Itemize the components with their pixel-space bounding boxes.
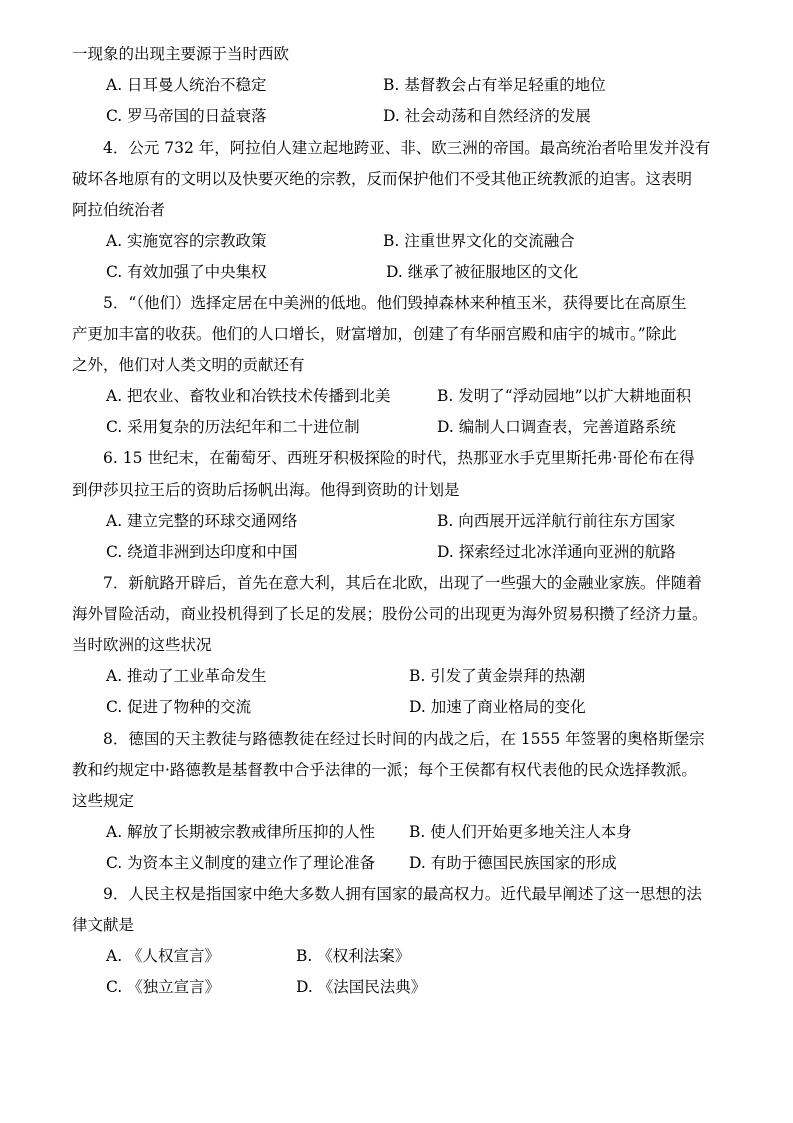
q6-option-a: A. 建立完整的环球交通网络 <box>106 512 298 530</box>
q7-stem-line-1: 7．新航路开辟后，首先在意大利，其后在北欧，出现了一些强大的金融业家族。伴随着 <box>103 574 702 592</box>
q9-stem-line-1: 9．人民主权是指国家中绝大多数人拥有国家的最高权力。近代最早阐述了这一思想的法 <box>103 885 702 903</box>
q5-stem-line-3: 之外，他们对人类文明的贡献还有 <box>72 356 305 374</box>
q8-option-c: C. 为资本主义制度的建立作了理论准备 <box>106 854 376 872</box>
q9-option-d: D. 《法国民法典》 <box>296 978 427 996</box>
q9-option-b: B. 《权利法案》 <box>296 947 411 965</box>
q6-stem-line-1: 6. 15 世纪末，在葡萄牙、西班牙积极探险的时代，热那亚水手克里斯托弗·哥伦布在得 <box>103 449 695 467</box>
q4-option-c: C. 有效加强了中央集权 <box>106 263 267 281</box>
q9-option-c: C. 《独立宣言》 <box>106 978 221 996</box>
q8-option-d: D. 有助于德国民族国家的形成 <box>409 854 617 872</box>
q7-option-a: A. 推动了工业革命发生 <box>106 667 267 685</box>
q5-option-a: A. 把农业、畜牧业和冶铁技术传播到北美 <box>106 387 391 405</box>
q9-option-a: A. 《人权宣言》 <box>106 947 221 965</box>
q3-option-d: D. 社会动荡和自然经济的发展 <box>383 107 591 125</box>
q8-option-a: A. 解放了长期被宗教戒律所压抑的人性 <box>106 823 376 841</box>
q5-option-c: C. 采用复杂的历法纪年和二十进位制 <box>106 418 360 436</box>
q8-stem-line-2: 教和约规定中·路德教是基督教中合乎法律的一派；每个王侯都有权代表他的民众选择教派。 <box>72 761 697 779</box>
q3-option-b: B. 基督教会占有举足轻重的地位 <box>383 76 606 94</box>
q7-option-d: D. 加速了商业格局的变化 <box>409 698 586 716</box>
q7-option-b: B. 引发了黄金崇拜的热潮 <box>409 667 586 685</box>
q5-stem-line-1: 5．“（他们）选择定居在中美洲的低地。他们毁掉森林来种植玉米，获得要比在高原生 <box>103 294 687 312</box>
q3-option-a: A. 日耳曼人统治不稳定 <box>106 76 267 94</box>
q4-stem-line-2: 破坏各地原有的文明以及快要灭绝的宗教，反而保护他们不受其他正统教派的迫害。这表明 <box>72 170 693 188</box>
q4-stem-line-1: 4．公元 732 年，阿拉伯人建立起地跨亚、非、欧三洲的帝国。最高统治者哈里发并没有 <box>103 139 711 157</box>
q5-stem-line-2: 产更加丰富的收获。他们的人口增长，财富增加，创建了有华丽宫殿和庙宇的城市。”除此 <box>72 325 677 343</box>
q4-option-a: A. 实施宽容的宗教政策 <box>106 232 267 250</box>
q5-option-d: D. 编制人口调查表，完善道路系统 <box>437 418 676 436</box>
q5-option-b: B. 发明了“浮动园地”以扩大耕地面积 <box>437 387 692 405</box>
q6-option-c: C. 绕道非洲到达印度和中国 <box>106 543 298 561</box>
q9-stem-line-2: 律文献是 <box>72 916 135 934</box>
q3-stem-continuation: 一现象的出现主要源于当时西欧 <box>72 45 290 63</box>
q3-option-c: C. 罗马帝国的日益衰落 <box>106 107 267 125</box>
q6-option-b: B. 向西展开远洋航行前往东方国家 <box>437 512 676 530</box>
q4-option-b: B. 注重世界文化的交流融合 <box>383 232 575 250</box>
q7-stem-line-3: 当时欧洲的这些状况 <box>72 636 212 654</box>
q6-option-d: D. 探索经过北冰洋通向亚洲的航路 <box>437 543 676 561</box>
q7-stem-line-2: 海外冒险活动，商业投机得到了长足的发展；股份公司的出现更为海外贸易积攒了经济力量。 <box>72 605 708 623</box>
q6-stem-line-2: 到伊莎贝拉王后的资助后扬帆出海。他得到资助的计划是 <box>72 481 460 499</box>
q8-option-b: B. 使人们开始更多地关注人本身 <box>409 823 632 841</box>
q7-option-c: C. 促进了物种的交流 <box>106 698 252 716</box>
q8-stem-line-3: 这些规定 <box>72 792 135 810</box>
q8-stem-line-1: 8．德国的天主教徒与路德教徒在经过长时间的内战之后，在 1555 年签署的奥格斯堡宗 <box>103 730 705 748</box>
q4-stem-line-3: 阿拉伯统治者 <box>72 201 166 219</box>
q4-option-d: D. 继承了被征服地区的文化 <box>386 263 579 281</box>
